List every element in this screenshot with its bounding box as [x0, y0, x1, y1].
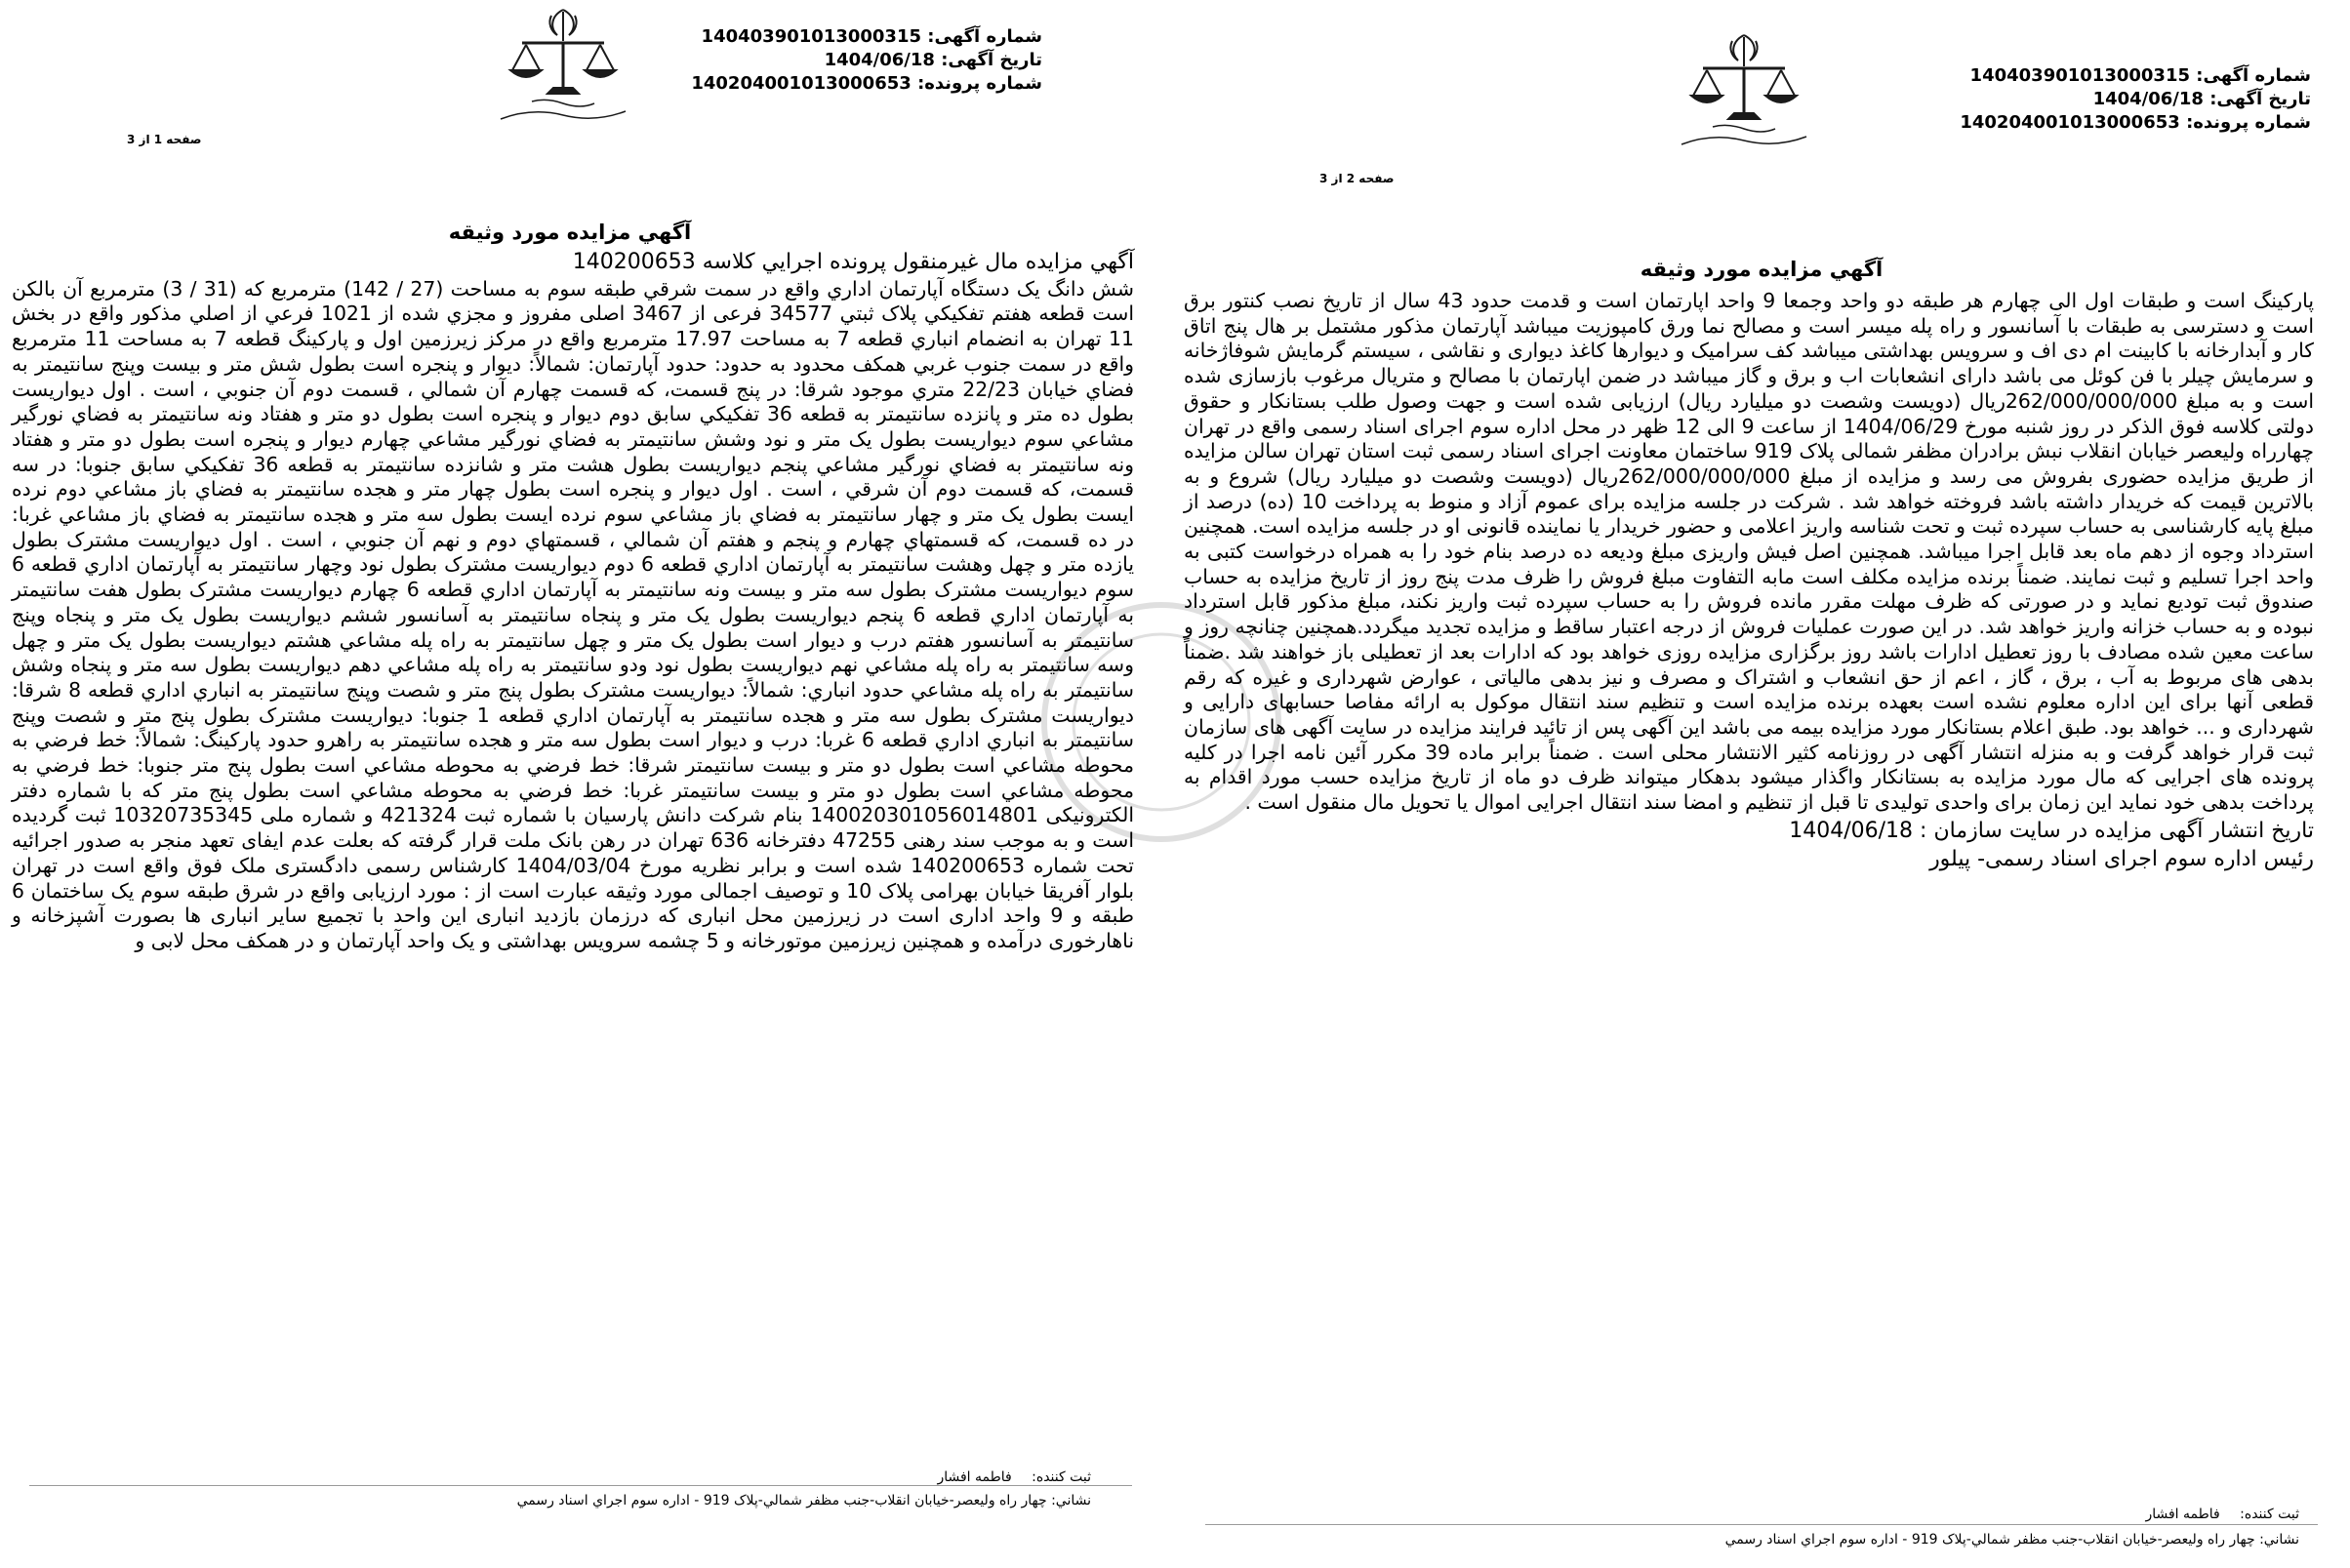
- notice-date-row: تاریخ آگهی: 1404/06/18: [2092, 89, 2311, 109]
- notice-meta: [691, 25, 1042, 96]
- page-number: صفحه 2 از 3: [1319, 172, 1395, 185]
- notice-heading: آگهي مزايده مورد وثيقه: [1640, 258, 1884, 281]
- page-2: [1176, 0, 2350, 1568]
- notice-number-row: شماره آگهی: 140403901013000315: [701, 26, 1042, 47]
- registrar-name: فاطمه افشار: [937, 1469, 1012, 1485]
- notice-number: 140403901013000315: [701, 26, 921, 47]
- notice-heading: آگهي مزايده مورد وثيقه: [448, 221, 692, 244]
- page-1: [0, 0, 1140, 1568]
- notice-meta: [1960, 64, 2311, 135]
- notice-subheading: آگهي مزايده مال غيرمنقول پرونده اجرايي كلاسه 140200653: [572, 250, 1134, 274]
- judiciary-emblem-logo: [493, 2, 634, 129]
- judiciary-emblem-logo: [1674, 27, 1815, 154]
- notice-date-row: تاریخ آگهی: 1404/06/18: [824, 50, 1042, 70]
- registrar: ثبت كننده: فاطمه افشار: [937, 1469, 1091, 1485]
- registrar-name: فاطمه افشار: [2145, 1507, 2220, 1522]
- address-text: چهار راه وليعصر-خيابان انقلاب-جنب مظفر شمالي-پلاک 919 - اداره سوم اجراي اسناد رسمي: [516, 1493, 1047, 1508]
- notice-date: 1404/06/18: [824, 50, 935, 70]
- signatory-line: رئيس اداره سوم اجرای اسناد رسمی- پيلور: [1929, 846, 2314, 871]
- notice-number: 140403901013000315: [1969, 65, 2190, 86]
- notice-closing: [1184, 818, 2314, 872]
- notice-date: 1404/06/18: [2092, 89, 2204, 109]
- address: نشاني: چهار راه وليعصر-خيابان انقلاب-جنب مظفر شمالي-پلاک 919 - اداره سوم اجراي اسناد رسمي: [1724, 1532, 2299, 1548]
- notice-body-text: شش دانگ يک دستگاه آپارتمان اداري واقع در سمت شرقي طبقه سوم به مساحت (27 / 142) مترمربع که (31 / 3) مترمربع آن بالکن است قطعه هفتم تفکيکي پلاک ثبتي 34577 فرعی از 3467 اصلی مفروز و مجزي شده از 1021 فرعي از اصلي مذکور واقع در بخش 11 تهران به انضمام انباري قطعه 7 به مساحت 17.97 مترمربع واقع در مرکز زيرزمين اول و پارکينگ قطعه 7 به مساحت 11 مترمربع واقع در سمت جنوب غربي همکف محدود به حدود: حدود آپارتمان: شمالاً: ديوار و پنجره است بطول شش متر و بيست وپنج سانتيمتر به فضاي خيابان 22/23 متري موجود شرقا: در پنج قسمت، که قسمت چهارم آن شمالي ، قسمت دوم آن جنوبي ، است . اول ديواريست بطول ده متر و پانزده سانتيمتر به قطعه 36 تفکيکي سابق دوم ديوار و پنجره است بطول دو متر و هفتاد ونه سانتيمتر به فضاي نورگير مشاعي سوم ديواريست بطول يک متر و نود وشش سانتيمتر به فضاي نورگير مشاعي چهارم ديوار و پنجره است بطول دو متر و هفتاد ونه سانتيمتر به فضاي نورگير مشاعي پنجم ديواريست بطول هشت متر و شانزده سانتيمتر به قطعه 36 تفکيکي سابق جنوبا: در سه قسمت، که قسمت دوم آن شرقي ، است . اول ديوار و پنجره است بطول چهار متر و هجده سانتيمتر به فضاي باز مشاعي دوم نرده ايست بطول يک متر و چهار سانتيمتر به فضاي باز مشاعي سوم نرده ايست بطول سه متر و هجده سانتيمتر به فضاي باز مشاعي غربا: در ده قسمت، که قسمتهاي چهارم و پنجم و هفتم آن شمالي ، قسمتهاي دوم و نهم آن جنوبي ، است . اول ديواريست مشترک بطول يازده متر و چهل وهشت سانتيمتر به آپارتمان اداري قطعه 6 دوم ديواريست مشترک بطول نود وچهار سانتيمتر به آپارتمان اداري قطعه 6 سوم ديواريست مشترک بطول سه متر و بيست ونه سانتيمتر به آپارتمان اداري قطعه 6 چهارم ديواريست مشترک بطول هفت سانتيمتر به آپارتمان اداري قطعه 6 پنجم ديواريست بطول يک متر و پنجاه سانتيمتر به آسانسور ششم ديواريست بطول يک متر و پنجاه وپنج سانتيمتر به آسانسور هفتم درب و ديوار است بطول يک متر و چهل سانتيمتر به راه پله مشاعي هشتم ديواريست بطول يک متر و چهل وسه سانتيمتر به راه پله مشاعي نهم ديواريست بطول نود ودو سانتيمتر به راه پله مشاعي دهم ديواريست بطول سه متر و پنجاه وشش سانتيمتر به راه پله مشاعي حدود انباري: شمالاً: ديواريست مشترک بطول پنج متر و شصت وپنج سانتيمتر به انباري اداري قطعه 8 شرقا: ديواريست مشترک بطول سه متر و هجده سانتيمتر به آپارتمان اداري قطعه 1 جنوبا: ديواريست مشترک بطول پنج متر و شصت وپنج سانتيمتر به انباري اداري قطعه 6 غربا: درب و ديوار است بطول سه متر و هجده سانتيمتر به راهرو حدود پارکينگ: شمالاً: خط فرضي به محوطه مشاعي است بطول دو متر و بيست سانتيمتر شرقا: خط فرضي به محوطه مشاعي است بطول پنج متر جنوبا: خط فرضي به محوطه مشاعي است بطول دو متر و بيست سانتيمتر غربا: خط فرضي به محوطه مشاعي است بطول پنج متر که با شماره دفتر الکترونيکی 140020301056014801 بنام شرکت دانش پارسيان با شماره ثبت 421324 و شماره ملی 10320735345 ثبت گرديده است و به موجب سند رهنی 47255 دفترخانه 636 تهران در رهن بانک ملت قرار گرفته که بعلت عدم ايفای تعهد منجر به صدور اجرائيه تحت شماره 140200653 شده است و برابر نظريه مورخ 1404/03/04 کارشناس رسمی دادگستری ملک فوق واقع است در تهران بلوار آفريقا خيابان بهرامی پلاک 10 و توصيف اجمالی مورد وثيقه عبارت است از : مورد ارزيابی واقع در شرق طبقه سوم يک ساختمان 6 طبقه و 9 واحد اداری است در زيرزمين محل انباری که درزمان بازديد انباری اين واحد با تجميع ساير انباری ها بصورت آشپزخانه و ناهارخوری درآمده و همچنين زيرزمين موتورخانه و 5 چشمه سرويس بهداشتی و يک واحد آپارتمان و در همکف محل لابی و: [12, 276, 1135, 952]
- address-text: چهار راه وليعصر-خيابان انقلاب-جنب مظفر شمالي-پلاک 919 - اداره سوم اجراي اسناد رسمي: [1724, 1532, 2255, 1548]
- page-number: صفحه 1 از 3: [127, 133, 202, 146]
- notice-body-text: پارکينگ است و طبقات اول الی چهارم هر طبقه دو واحد وجمعا 9 واحد اپارتمان است و قدمت حدود 43 سال از تاريخ نصب کنتور برق است و دسترسی به طبقات با آسانسور و راه پله ميسر است و مصالح نما ورق کامپوزيت ميباشد آپارتمان مذکور مشتمل بر هال پنج اتاق کار و آبدارخانه با کابينت ام دی اف و سرويس بهداشتی ميباشد کف سراميک و ديوارها کاغذ ديواری و نقاشی ، سيستم گرمايش شوفاژخانه و سرمايش چيلر با فن کوئل می باشد دارای انشعابات اب و برق و گاز ميباشد در ضمن اپارتمان با مصالح و متريال مرغوب بازسازی شده است و به مبلغ 262/000/000/000ريال (دويست وشصت دو ميليارد ريال) ارزيابی شده است و جهت وصول طلب بستانکار و حقوق دولتی کلاسه فوق الذکر در روز شنبه مورخ 1404/06/29 از ساعت 9 الی 12 ظهر در محل اداره سوم اجرای اسناد رسمی واقع در تهران چهارراه وليعصر خيابان انقلاب نبش برادران مظفر شمالی پلاک 919 ساختمان معاونت اجرای اسناد رسمی ثبت استان تهران سالن مزايده از طريق مزايده حضوری بفروش می رسد و مزايده از مبلغ 262/000/000/000ريال (دويست وشصت دو ميليارد ريال) شروع و به بالاترين قيمت که خريدار داشته باشد فروخته خواهد شد . شرکت در جلسه مزايده برای عموم آزاد و منوط به پرداخت 10 (ده) درصد از مبلغ پايه کارشناسی به حساب سپرده ثبت و تحت شناسه واريز اعلامی و حضور خريدار يا نماينده قانونی او در جلسه مزايده است. همچنين استرداد وجوه از دهم ماه بعد قابل اجرا ميباشد. همچنين اصل فيش واريزی مبلغ وديعه ده درصد بنام خود را به همراه درخواست کتبی به واحد اجرا تسليم و ثبت نمايند. ضمناً برنده مزايده مکلف است مابه التفاوت مبلغ فروش را ظرف مدت پنج روز از تاريخ مزايده به حساب صندوق ثبت توديع نمايد و در صورتی که ظرف مهلت مقرر مانده فروش را به حساب سپرده ثبت واريز نکند، مبلغ مذکور قابل استرداد نبوده و به حساب خزانه واريز خواهد شد. در اين صورت عمليات فروش از درجه اعتبار ساقط و مزايده تجديد ميگردد.همچنين چنانچه روز و ساعت معين شده مصادف با روز تعطيل ادارات باشد روز برگزاری مزايده روزی خواهد بود که ادارات بعد از تعطيلی باز خواهند شد .ضمناً بدهی های مربوط به آب ، برق ، گاز ، اعم از حق انشعاب و اشتراک و مصرف و نيز بدهی مالياتی ، عوارض شهرداری و غيره که رقم قطعی آنها برای اين اداره معلوم نشده است بعهده برنده مزايده است و تنظيم سند انتقال موکول به ارائه مفاصا حسابهای دارايی و شهرداری و ... خواهد بود. طبق اعلام بستانکار مورد مزايده بيمه می باشد اين آگهی پس از تائيد فرايند مزايده در سايت آگهی های سازمان ثبت قرار خواهد گرفت و به منزله انتشار آگهی در روزنامه کثير الانتشار محلی است . ضمناً برابر ماده 39 مکرر آئين نامه اجرا در کليه پرونده های اجرايی که مال مورد مزايده به بستانکار واگذار ميشود بدهکار ميتواند ظرف دو ماه از تاريخ مزايده حسب مورد اقدام به پرداخت بدهی خود نمايد اين زمان برای واحدی توليدی تا قبل از تنظيم و امضا سند انتقال اجرايی اموال يا تحويل مال منقول است .: [1184, 289, 2315, 815]
- notice-body: [1184, 289, 2314, 872]
- footer-divider: [29, 1485, 1132, 1486]
- footer-divider: [1205, 1524, 2318, 1525]
- publish-date-line: تاريخ انتشار آگهی مزايده در سايت سازمان : 1404/06/18: [1789, 818, 2314, 843]
- case-number: 140204001013000653: [1960, 112, 2180, 133]
- notice-number-row: شماره آگهی: 140403901013000315: [1969, 65, 2311, 86]
- case-number-row: شماره پرونده: 140204001013000653: [691, 73, 1042, 94]
- case-number: 140204001013000653: [691, 73, 912, 94]
- address: نشاني: چهار راه وليعصر-خيابان انقلاب-جنب مظفر شمالي-پلاک 919 - اداره سوم اجراي اسناد رسمي: [516, 1493, 1091, 1508]
- case-number-row: شماره پرونده: 140204001013000653: [1960, 112, 2311, 133]
- notice-body: [12, 250, 1134, 954]
- registrar: ثبت كننده: فاطمه افشار: [2145, 1507, 2299, 1522]
